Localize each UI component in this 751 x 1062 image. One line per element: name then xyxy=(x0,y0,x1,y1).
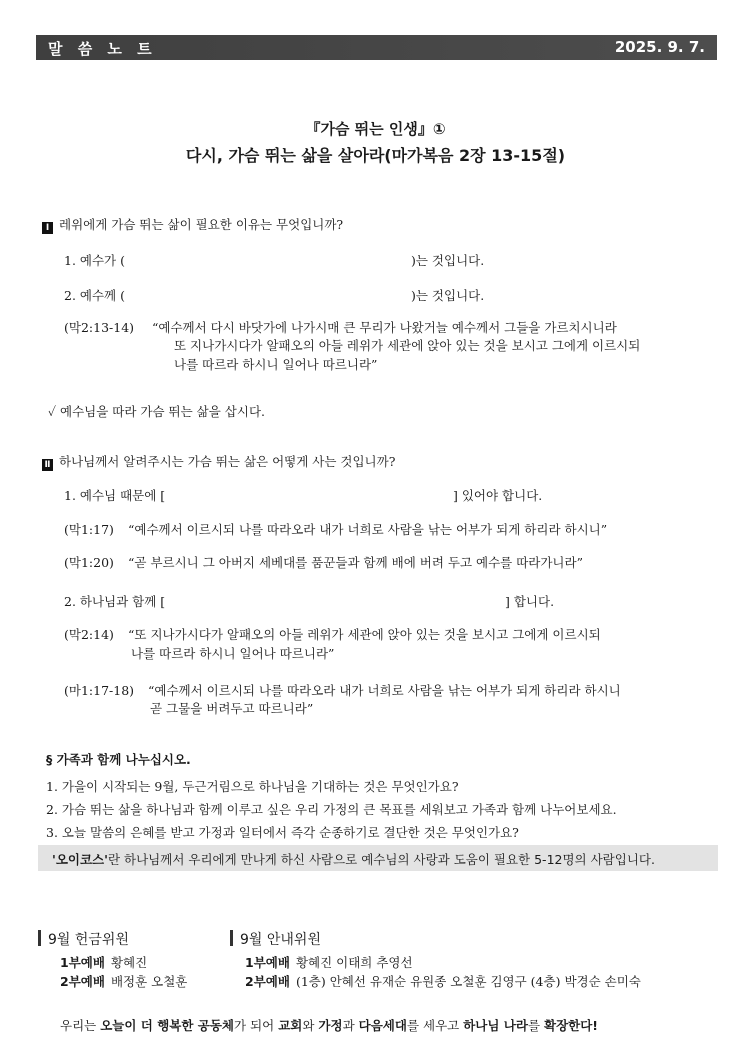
oikos-text: 란 하나님께서 우리에게 만나게 하신 사람으로 예수님의 사랑과 도움이 필요한 5-12명의 사람입니다. xyxy=(107,852,655,867)
usher-service1: 1부예배 황혜진 이태희 추영선 xyxy=(245,955,413,970)
verse-line: “또 지나가시다가 알패오의 아들 레위가 세관에 앉아 있는 것을 보시고 그에게 이르시되 xyxy=(128,627,601,642)
section-bar-icon xyxy=(38,930,41,946)
church-motto: 우리는 오늘이 더 행복한 공동체가 되어 교회와 가정과 다음세대를 세우고 하나님 나라를 확장한다! xyxy=(60,1018,599,1033)
usher-service2: 2부예배 (1층) 안혜선 유재순 유원종 오철훈 김영구 (4층) 박경순 손미숙 xyxy=(245,974,641,989)
verse-line: “예수께서 이르시되 나를 따라오라 내가 너희로 사람을 낚는 어부가 되게 하리라 하시니” xyxy=(128,522,608,537)
verse-line: 나를 따르라 하시니 일어나 따르니라” xyxy=(174,357,378,372)
header-label: 말 씀 노 트 xyxy=(48,40,157,58)
section2-heading: 하나님께서 알려주시는 가슴 뛰는 삶은 어떻게 사는 것입니까? xyxy=(59,454,396,469)
family-question: 2. 가슴 뛰는 삶을 하나님과 함께 이루고 싶은 우리 가정의 큰 목표를 세워보고 가족과 함께 나누어보세요. xyxy=(46,802,617,817)
section1-heading: 레위에게 가슴 뛰는 삶이 필요한 이유는 무엇입니까? xyxy=(59,217,344,232)
section1-check: ✓ 예수님을 따라 가슴 뛰는 삶을 삽시다. xyxy=(48,404,266,419)
section-bar-icon xyxy=(230,930,233,946)
verse-line: “예수께서 다시 바닷가에 나가시매 큰 무리가 나왔거늘 예수께서 그들을 가르치시니라 xyxy=(152,320,617,335)
section1-item1-prefix: 1. 예수가 ( xyxy=(64,253,125,268)
verse-line: 곧 그물을 버려두고 따르니라” xyxy=(150,701,314,716)
section1-item2-prefix: 2. 예수께 ( xyxy=(64,288,125,303)
section2-numeral: Ⅱ xyxy=(42,459,53,471)
header-date: 2025. 9. 7. xyxy=(614,38,705,56)
section2-heading-row xyxy=(42,452,395,471)
offering-service1: 1부예배 황혜진 xyxy=(60,955,148,970)
offering-service2: 2부예배 배정훈 오철훈 xyxy=(60,974,188,989)
sermon-title: 다시, 가슴 뛰는 삶을 살아라(마가복음 2장 13-15절) xyxy=(185,146,566,165)
family-heading: § 가족과 함께 나누십시오. xyxy=(46,752,191,767)
verse-ref: (막1:20) xyxy=(64,555,114,570)
verse-ref: (막2:13-14) xyxy=(64,320,135,335)
verse-line: “곧 부르시니 그 아버지 세베대를 품꾼들과 함께 배에 버려 두고 예수를 따라가니라” xyxy=(128,555,583,570)
family-question: 1. 가을이 시작되는 9월, 두근거림으로 하나님을 기대하는 것은 무엇인가요? xyxy=(46,779,459,794)
verse-line: 또 지나가시다가 알패오의 아들 레위가 세관에 앉아 있는 것을 보시고 그에게 이르시되 xyxy=(174,338,641,353)
page-header xyxy=(36,35,717,60)
offering-title: 9월 헌금위원 xyxy=(48,932,129,948)
oikos-term: '오이코스' xyxy=(52,852,108,867)
usher-title: 9월 안내위원 xyxy=(240,932,321,948)
verse-ref: (마1:17-18) xyxy=(64,683,135,698)
verse-ref: (막1:17) xyxy=(64,522,114,537)
section1-numeral: Ⅰ xyxy=(42,222,53,234)
oikos-box xyxy=(38,845,718,871)
oikos-definition xyxy=(52,850,655,868)
verse-line: “예수께서 이르시되 나를 따라오라 내가 너희로 사람을 낚는 어부가 되게 하리라 하시니 xyxy=(148,683,621,698)
section1-heading-row xyxy=(42,215,343,234)
section2-item2-prefix: 2. 하나님과 함께 [ xyxy=(64,594,166,609)
section1-item2-suffix: )는 것입니다. xyxy=(411,288,485,303)
family-question: 3. 오늘 말씀의 은혜를 받고 가정과 일터에서 즉각 순종하기로 결단한 것은 무엇인가요? xyxy=(46,825,519,840)
section2-item2-suffix: ] 합니다. xyxy=(505,594,555,609)
offering-title-row xyxy=(38,929,129,949)
verse-line: 나를 따르라 하시니 일어나 따르니라” xyxy=(131,646,335,661)
section1-item1-suffix: )는 것입니다. xyxy=(411,253,485,268)
section2-item1-suffix: ] 있어야 합니다. xyxy=(453,488,543,503)
sermon-series-title: 『가슴 뛰는 인생』① xyxy=(305,120,446,138)
verse-ref: (막2:14) xyxy=(64,627,114,642)
usher-title-row xyxy=(230,929,321,949)
section2-item1-prefix: 1. 예수님 때문에 [ xyxy=(64,488,166,503)
